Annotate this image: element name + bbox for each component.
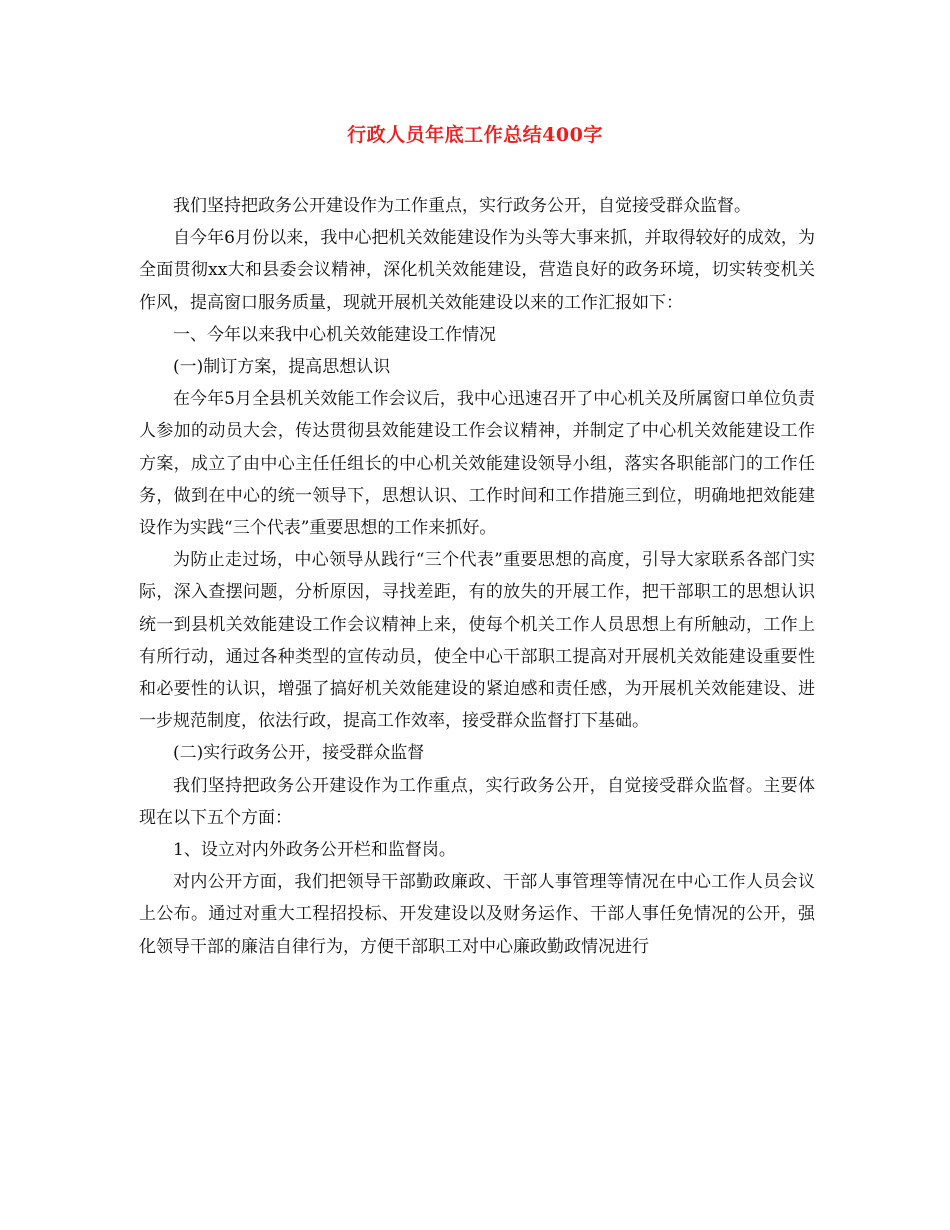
subsection-heading: (二)实行政务公开，接受群众监督 xyxy=(173,743,425,764)
paragraph: 我们坚持把政务公开建设作为工作重点，实行政务公开，自觉接受群众监督。 xyxy=(173,196,751,216)
section-heading: 一、今年以来我中心机关效能建设工作情况 xyxy=(173,324,496,345)
document-body xyxy=(139,190,815,963)
subsection-heading: (一)制订方案，提高思想认识 xyxy=(173,357,391,378)
paragraph: 为防止走过场，中心领导从践行“三个代表”重要思想的高度，引导大家联系各部门实际，深入查摆问题，分析原因，寻找差距，有的放失的开展工作，把干部职工的思想认识统一到县机关效能建设工作会议精神上来，使每个机关工作人员思想上有所触动，工作上有所行动，通过各种类型的宣传动员，使全中心干部职工提高对开展机关效能建设重要性和必要性的认识，增强了搞好机关效能建设的紧迫感和责任感，为开展机关效能建设、进一步规范制度，依法行政，提高工作效率，接受群众监督打下基础。 xyxy=(139,550,815,732)
paragraph: 自今年6月份以来，我中心把机关效能建设作为头等大事来抓，并取得较好的成效，为全面贯彻xx大和县委会议精神，深化机关效能建设，营造良好的政务环境，切实转变机关作风，提高窗口服务质量，现就开展机关效能建设以来的工作汇报如下： xyxy=(139,228,815,313)
paragraph: 在今年5月全县机关效能工作会议后，我中心迅速召开了中心机关及所属窗口单位负责人参加的动员大会，传达贯彻县效能建设工作会议精神，并制定了中心机关效能建设工作方案，成立了由中心主任任组长的中心机关效能建设领导小组，落实各职能部门的工作任务，做到在中心的统一领导下，思想认识、工作时间和工作措施三到位，明确地把效能建设作为实践“三个代表”重要思想的工作来抓好。 xyxy=(139,389,815,539)
list-item-heading: 1、设立对内外政务公开栏和监督岗。 xyxy=(173,840,456,861)
paragraph: 我们坚持把政务公开建设作为工作重点，实行政务公开，自觉接受群众监督。主要体现在以下五个方面： xyxy=(139,775,815,828)
document-title: 行政人员年底工作总结400字 xyxy=(347,124,603,146)
paragraph: 对内公开方面，我们把领导干部勤政廉政、干部人事管理等情况在中心工作人员会议上公布。通过对重大工程招投标、开发建设以及财务运作、干部人事任免情况的公开，强化领导干部的廉洁自律行为，方便干部职工对中心廉政勤政情况进行 xyxy=(139,872,815,957)
